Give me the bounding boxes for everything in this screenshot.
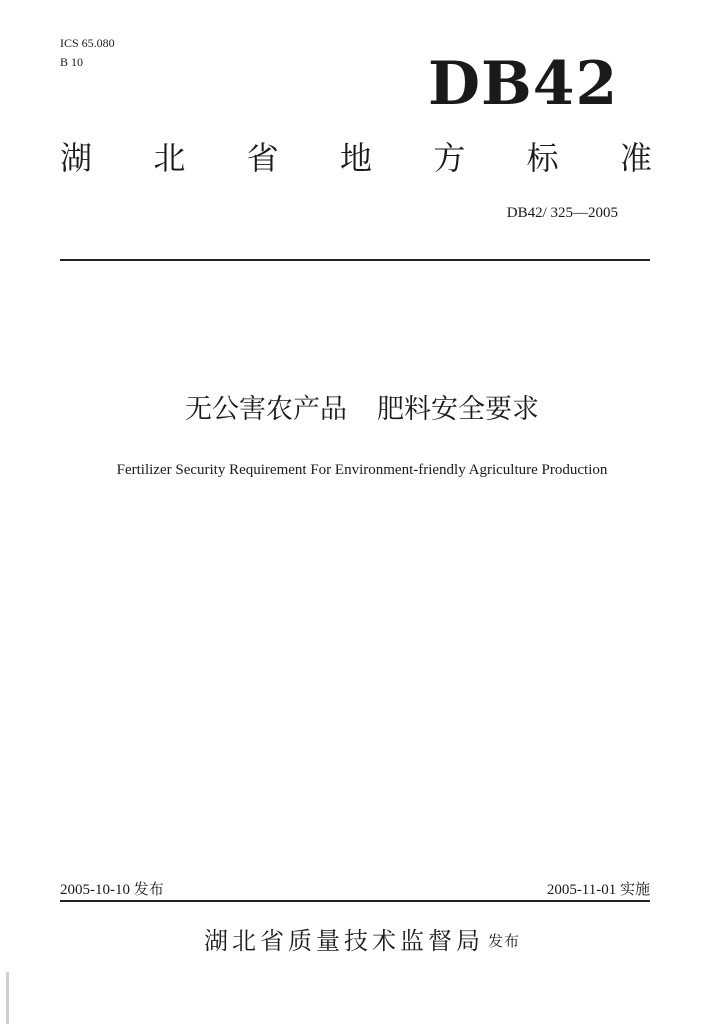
footer-divider <box>60 900 650 902</box>
ics-code: ICS 65.080 <box>60 36 115 50</box>
title-english: Fertilizer Security Requirement For Environment-friendly Agriculture Production <box>116 462 608 478</box>
issuing-authority <box>0 925 724 957</box>
scan-edge-mark <box>6 972 9 1024</box>
standard-type <box>60 138 652 178</box>
issuer-name: 湖北省质量技术监督局 <box>203 927 484 955</box>
standard-type-char: 标 <box>526 139 559 177</box>
standard-type-char: 准 <box>619 139 652 177</box>
implementation-date: 2005-11-01 实施 <box>546 882 650 898</box>
title-chinese-part1: 无公害农产品 <box>185 394 347 425</box>
header-divider <box>60 259 650 261</box>
standard-type-char: 地 <box>339 139 372 177</box>
standard-number: DB42/ 325—2005 <box>506 205 618 221</box>
standard-type-char: 湖 <box>60 139 93 177</box>
title-chinese <box>0 392 724 428</box>
issue-date: 2005-10-10 发布 <box>60 882 164 898</box>
standard-type-char: 方 <box>433 139 466 177</box>
standard-type-char: 北 <box>153 139 186 177</box>
ccs-code: B 10 <box>60 55 84 69</box>
standard-type-char: 省 <box>246 139 279 177</box>
issuer-suffix: 发布 <box>487 932 520 950</box>
title-chinese-part2: 肥料安全要求 <box>377 394 539 425</box>
standard-code: DB42 <box>428 49 619 119</box>
